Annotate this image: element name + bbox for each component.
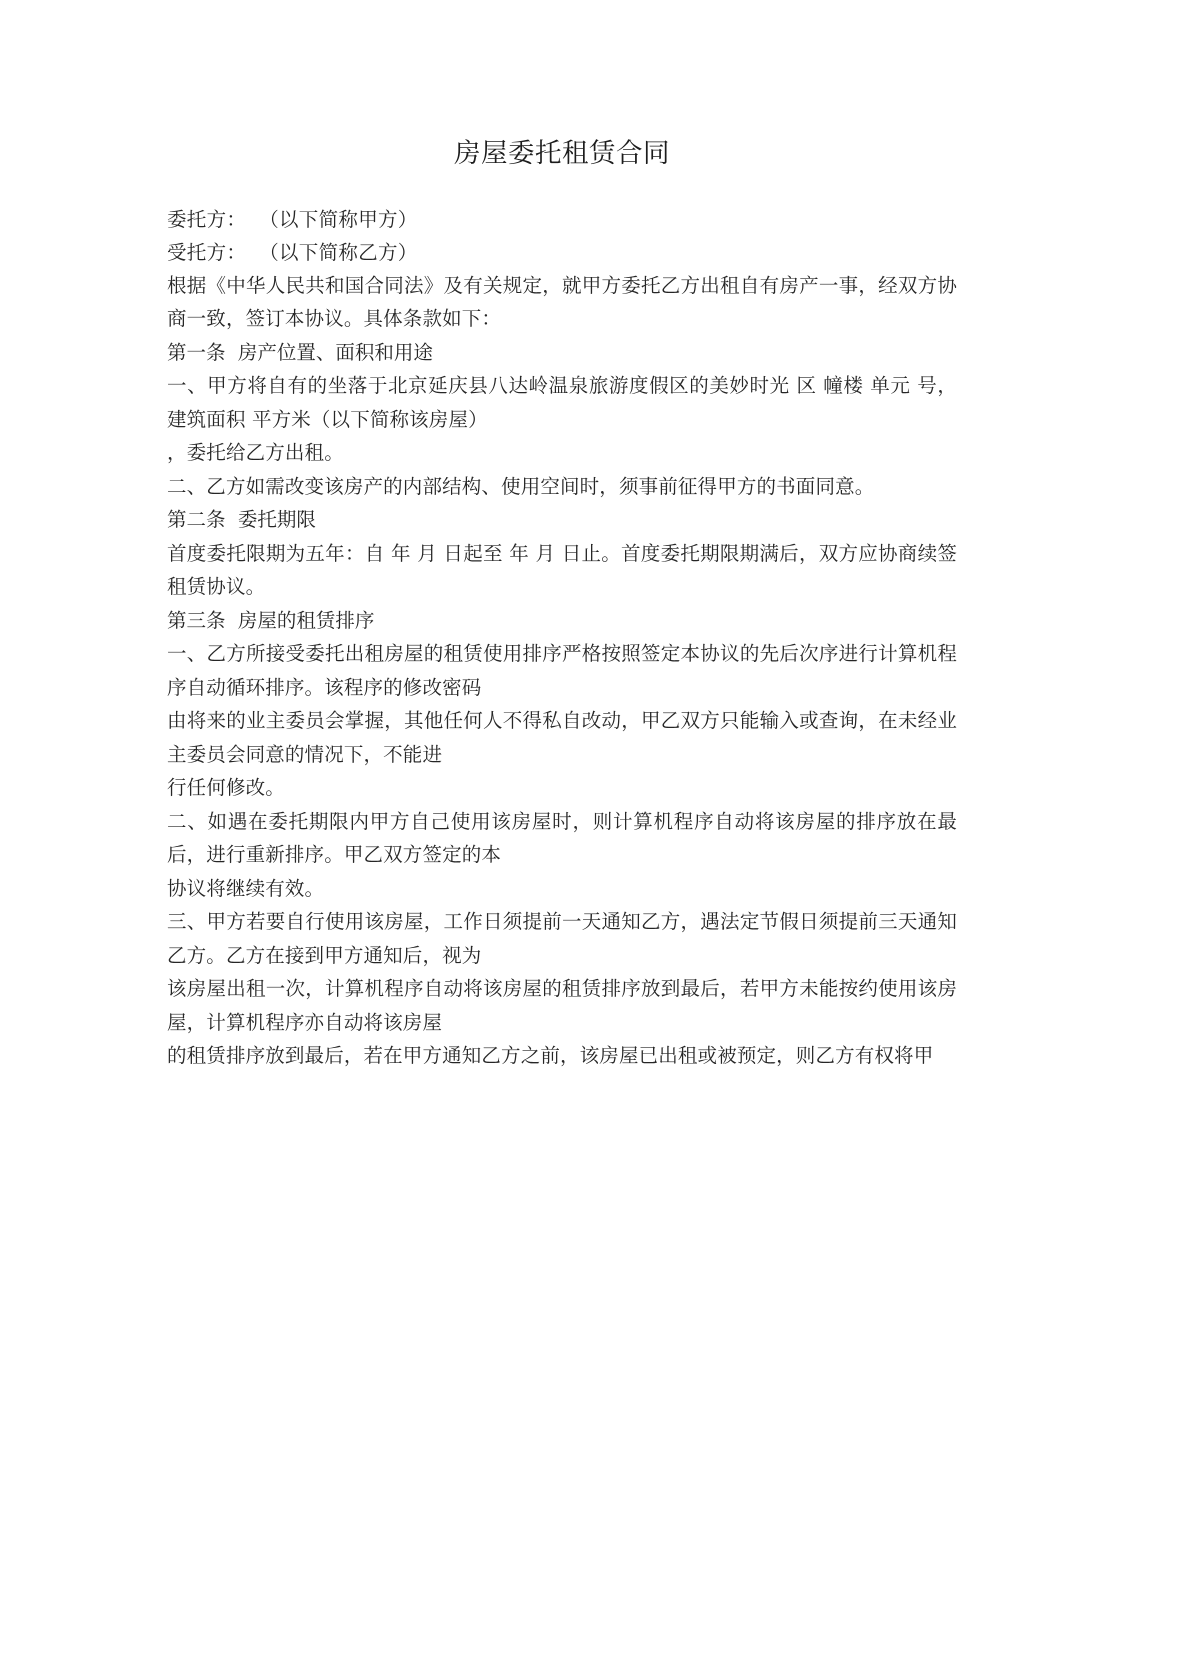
section-3-paragraph-8: 的租赁排序放到最后，若在甲方通知乙方之前，该房屋已出租或被预定，则乙方有权将甲 bbox=[167, 1044, 934, 1068]
section-heading-3: 第三条 房屋的租赁排序 bbox=[167, 608, 375, 632]
section-heading-1: 第一条 房产位置、面积和用途 bbox=[167, 340, 433, 364]
section-3-paragraph-2: 由将来的业主委员会掌握，其他任何人不得私自改动，甲乙双方只能输入或查询，在未经业主委员会同意的情况下，不能进 bbox=[167, 709, 957, 766]
section-3-paragraph-1: 一、乙方所接受委托出租房屋的租赁使用排序严格按照签定本协议的先后次序进行计算机程序自动循环排序。该程序的修改密码 bbox=[167, 642, 957, 699]
section-1-paragraph-2: ，委托给乙方出租。 bbox=[167, 441, 344, 465]
section-3-paragraph-7: 该房屋出租一次，计算机程序自动将该房屋的租赁排序放到最后，若甲方未能按约使用该房屋，计算机程序亦自动将该房屋 bbox=[167, 977, 957, 1034]
section-3-paragraph-5: 协议将继续有效。 bbox=[167, 876, 325, 900]
section-3-paragraph-6: 三、甲方若要自行使用该房屋，工作日须提前一天通知乙方，遇法定节假日须提前三天通知乙方。乙方在接到甲方通知后，视为 bbox=[167, 910, 957, 967]
section-1-paragraph-1: 一、甲方将自有的坐落于北京延庆县八达岭温泉旅游度假区的美妙时光 区 幢楼 单元 号，建筑面积 平方米（以下简称该房屋） bbox=[167, 374, 957, 431]
page-title: 房屋委托租赁合同 bbox=[454, 138, 670, 169]
party-block bbox=[167, 203, 957, 269]
party-line-entrusting: 委托方： （以下简称甲方） bbox=[167, 207, 418, 231]
section-1-paragraph-3: 二、乙方如需改变该房产的内部结构、使用空间时，须事前征得甲方的书面同意。 bbox=[167, 474, 875, 498]
section-heading-2: 第二条 委托期限 bbox=[167, 508, 316, 532]
preamble-paragraph: 根据《中华人民共和国合同法》及有关规定，就甲方委托乙方出租自有房产一事，经双方协商一致，签订本协议。具体条款如下： bbox=[167, 273, 957, 331]
party-line-entrusted: 受托方： （以下简称乙方） bbox=[167, 240, 418, 264]
section-3-paragraph-4: 二、如遇在委托期限内甲方自己使用该房屋时，则计算机程序自动将该房屋的排序放在最后，进行重新排序。甲乙双方签定的本 bbox=[167, 809, 957, 867]
document-content bbox=[167, 0, 957, 1073]
section-3-paragraph-3: 行任何修改。 bbox=[167, 776, 285, 800]
section-2-paragraph-1: 首度委托限期为五年：自 年 月 日起至 年 月 日止。首度委托期限期满后，双方应协商续签租赁协议。 bbox=[167, 541, 957, 599]
